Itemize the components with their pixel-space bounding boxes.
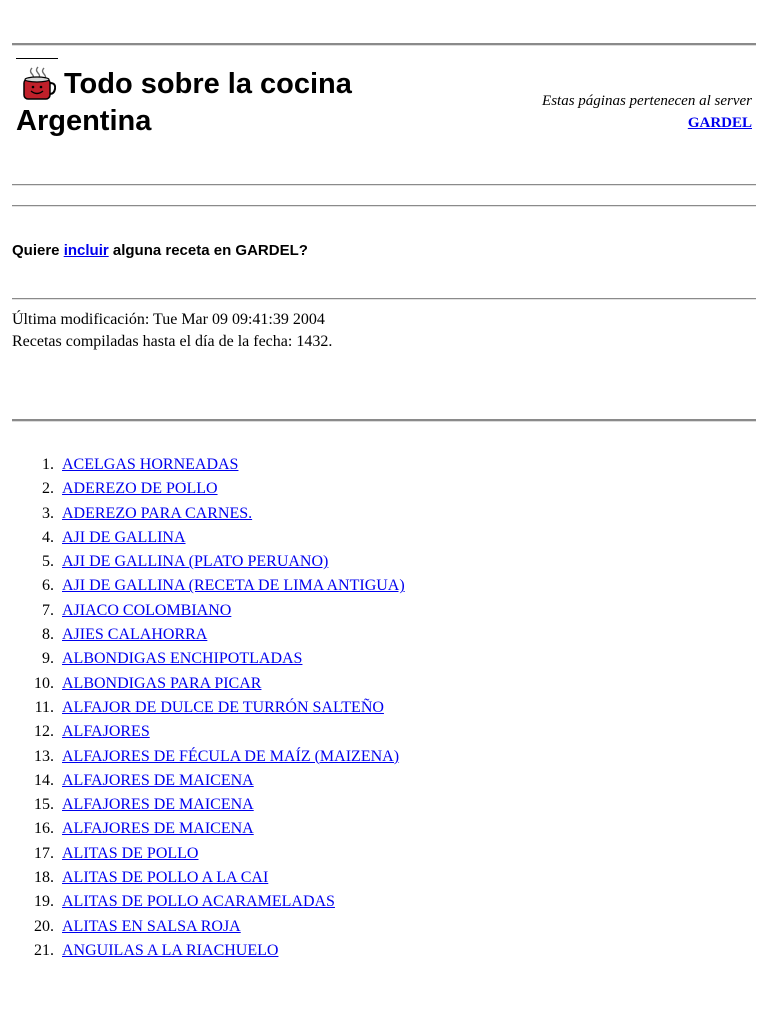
list-item bbox=[12, 769, 405, 793]
list-item bbox=[12, 647, 405, 671]
list-item-number: 11. bbox=[34, 698, 54, 716]
divider-2 bbox=[12, 205, 756, 207]
recipe-link[interactable]: ALFAJORES DE FÉCULA DE MAÍZ (MAIZENA) bbox=[62, 747, 400, 765]
list-item bbox=[12, 599, 405, 623]
list-item-number: 7. bbox=[42, 601, 54, 619]
divider-1 bbox=[12, 184, 756, 186]
title-line-1: Todo sobre la cocina bbox=[64, 68, 352, 100]
list-item bbox=[12, 477, 405, 501]
recipe-link[interactable]: ALFAJORES DE MAICENA bbox=[62, 771, 254, 789]
list-item bbox=[12, 745, 405, 769]
server-note bbox=[542, 90, 752, 134]
list-item-number: 18. bbox=[34, 869, 54, 887]
list-item bbox=[12, 502, 405, 526]
divider-4 bbox=[12, 419, 756, 422]
list-item bbox=[12, 939, 405, 963]
recipe-link[interactable]: AJIES CALAHORRA bbox=[62, 626, 208, 644]
list-item-number: 5. bbox=[42, 553, 54, 571]
list-item bbox=[12, 842, 405, 866]
recipe-link[interactable]: AJI DE GALLINA (PLATO PERUANO) bbox=[62, 553, 329, 571]
icon-top-line bbox=[16, 58, 58, 59]
recipe-link[interactable]: ALITAS EN SALSA ROJA bbox=[62, 917, 241, 935]
list-item bbox=[12, 550, 405, 574]
list-item-number: 9. bbox=[42, 650, 54, 668]
list-item-number: 8. bbox=[42, 626, 54, 644]
recipe-link[interactable]: ADEREZO PARA CARNES. bbox=[62, 504, 253, 522]
recipe-link[interactable]: ACELGAS HORNEADAS bbox=[62, 456, 239, 473]
list-item bbox=[12, 817, 405, 841]
list-item-number: 6. bbox=[42, 577, 54, 595]
list-item bbox=[12, 890, 405, 914]
recipe-link[interactable]: ALFAJOR DE DULCE DE TURRÓN SALTEÑO bbox=[62, 698, 384, 716]
server-note-text: Estas páginas pertenecen al server bbox=[542, 93, 752, 109]
gardel-server-link[interactable]: GARDEL bbox=[687, 115, 752, 131]
list-item bbox=[12, 672, 405, 696]
recipe-link[interactable]: ADEREZO DE POLLO bbox=[62, 480, 218, 498]
divider-3 bbox=[12, 298, 756, 300]
recipe-link[interactable]: ALITAS DE POLLO A LA CAI bbox=[62, 869, 269, 887]
list-item bbox=[12, 915, 405, 939]
list-item-number: 14. bbox=[34, 771, 54, 789]
list-item-number: 3. bbox=[42, 504, 54, 522]
page-header bbox=[16, 58, 752, 158]
page-title bbox=[16, 66, 436, 140]
list-item-number: 16. bbox=[34, 820, 54, 838]
list-item-number: 13. bbox=[34, 747, 54, 765]
list-item-number: 12. bbox=[34, 723, 54, 741]
list-item-number: 20. bbox=[34, 917, 54, 935]
list-item-number: 4. bbox=[42, 528, 54, 546]
list-item-number: 17. bbox=[34, 844, 54, 862]
top-divider bbox=[12, 43, 756, 46]
recipe-link[interactable]: AJIACO COLOMBIANO bbox=[62, 601, 232, 619]
list-item bbox=[12, 866, 405, 890]
list-item bbox=[12, 720, 405, 744]
include-text-before: Quiere bbox=[12, 242, 64, 259]
modification-info bbox=[12, 309, 332, 353]
list-item-number: 2. bbox=[42, 480, 54, 498]
recipe-link[interactable]: ALFAJORES DE MAICENA bbox=[62, 796, 254, 814]
recipe-link[interactable]: AJI DE GALLINA bbox=[62, 528, 186, 546]
recipe-link[interactable]: ALFAJORES DE MAICENA bbox=[62, 820, 254, 838]
include-recipe-prompt bbox=[12, 241, 308, 261]
list-item bbox=[12, 574, 405, 598]
title-line-2: Argentina bbox=[16, 105, 152, 137]
recipe-list bbox=[12, 453, 405, 963]
recipe-link[interactable]: ALBONDIGAS ENCHIPOTLADAS bbox=[62, 650, 303, 668]
list-item bbox=[12, 696, 405, 720]
list-item-number: 21. bbox=[34, 941, 54, 959]
recipe-link[interactable]: ALBONDIGAS PARA PICAR bbox=[62, 674, 262, 692]
recipe-link[interactable]: AJI DE GALLINA (RECETA DE LIMA ANTIGUA) bbox=[62, 577, 405, 595]
list-item bbox=[12, 453, 405, 477]
include-text-after: alguna receta en GARDEL? bbox=[108, 242, 308, 259]
list-item bbox=[12, 793, 405, 817]
last-modified: Última modificación: Tue Mar 09 09:41:39 2004 bbox=[12, 311, 325, 328]
list-item-number: 10. bbox=[34, 674, 54, 692]
incluir-link[interactable]: incluir bbox=[63, 242, 109, 259]
list-item bbox=[12, 623, 405, 647]
recipe-link[interactable]: ALITAS DE POLLO ACARAMELADAS bbox=[62, 893, 335, 911]
recipe-link[interactable]: ALFAJORES bbox=[62, 723, 150, 741]
list-item-number: 1. bbox=[42, 456, 54, 473]
recipe-count: Recetas compiladas hasta el día de la fecha: 1432. bbox=[12, 333, 333, 350]
recipe-link[interactable]: ANGUILAS A LA RIACHUELO bbox=[62, 941, 279, 959]
list-item-number: 15. bbox=[34, 796, 54, 814]
list-item bbox=[12, 526, 405, 550]
list-item-number: 19. bbox=[34, 893, 54, 911]
recipe-link[interactable]: ALITAS DE POLLO bbox=[62, 844, 199, 862]
